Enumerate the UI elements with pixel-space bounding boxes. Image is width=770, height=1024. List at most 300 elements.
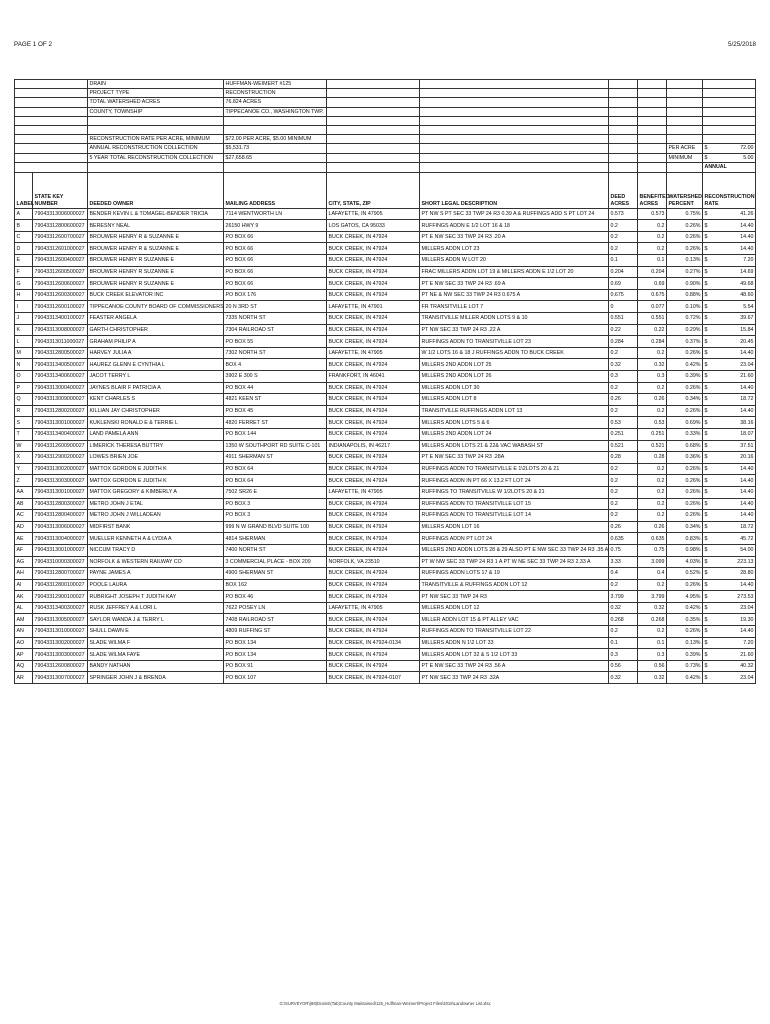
empty-cell [327, 153, 420, 162]
mailing-address: PO BOX 3 [224, 510, 327, 522]
deeded-owner: FEASTER ANGELA [88, 313, 224, 325]
legal-description: RUFFINGS ADDN TO TRANSITVILLE LOT 23 [420, 336, 609, 348]
rate-value: $72.00 PER ACRE, $5.00 MINIMUM [224, 135, 327, 144]
row-label: AN [15, 626, 33, 638]
benefited-acres: 0.56 [638, 660, 667, 672]
empty-cell [224, 162, 327, 172]
deed-acres: 0.26 [609, 521, 638, 533]
city-state-zip: BUCK CREEK, IN 47924 [327, 649, 420, 661]
rate-side-amount: 5.00 [743, 154, 754, 161]
deeded-owner: METRO JOHN J WILLADEAN [88, 510, 224, 522]
row-label: AK [15, 591, 33, 603]
deed-acres: 0.573 [609, 208, 638, 220]
empty-cell [420, 153, 609, 162]
state-key: 79043313005000027 [33, 614, 88, 626]
rate-amount: 18.72 [740, 524, 754, 531]
deed-acres: 0.2 [609, 498, 638, 510]
row-label: AO [15, 637, 33, 649]
rate-amount: 14.40 [740, 222, 754, 229]
state-key: 79043312800400027 [33, 510, 88, 522]
row-label: C [15, 231, 33, 243]
empty-cell [15, 89, 88, 98]
table-row [15, 533, 756, 545]
mailing-address: PO BOX 64 [224, 463, 327, 475]
legal-description: PT NW SEC 33 TWP 24 R3 .32A [420, 672, 609, 684]
rate-amount: 49.68 [740, 280, 754, 287]
legal-description: PT NW SEC 33 TWP 24 R3 .22 A [420, 324, 609, 336]
rate-amount: 7.20 [743, 257, 754, 264]
row-label: F [15, 266, 33, 278]
rate-amount: 28.80 [740, 570, 754, 577]
row-label: AF [15, 544, 33, 556]
deeded-owner: BROUWER HENRY R SUZANNE E [88, 266, 224, 278]
row-label: P [15, 382, 33, 394]
watershed-percent: 0.42% [667, 359, 703, 371]
empty-cell [667, 107, 703, 116]
spacer-row [15, 125, 756, 134]
legal-description: RUFFINGS ADDN TO TRANSITVILLE LOT 22 [420, 626, 609, 638]
legal-description: W 1/2 LOTS 16 & 18 J RUFFINGS ADDN TO BUCK CREEK [420, 347, 609, 359]
row-label: I [15, 301, 33, 313]
mailing-address: 7622 POSEY LN [224, 602, 327, 614]
state-key: 79043313006000027 [33, 208, 88, 220]
reconstruction-rate: $ 223.13 [703, 556, 756, 568]
state-key: 79043313000400027 [33, 382, 88, 394]
mailing-address: PO BOX 134 [224, 637, 327, 649]
deeded-owner: MIDFIRST BANK [88, 521, 224, 533]
deeded-owner: RUSK JEFFREY A & LORI L [88, 602, 224, 614]
empty-cell [638, 80, 667, 89]
mailing-address: BOX 4 [224, 359, 327, 371]
empty-cell [609, 80, 638, 89]
mailing-address: 4809 RUFFING ST [224, 626, 327, 638]
benefited-acres: 0.32 [638, 359, 667, 371]
reconstruction-rate: $ 14.69 [703, 266, 756, 278]
state-key: 79043313002000027 [33, 463, 88, 475]
state-key: 79043313003000027 [33, 649, 88, 661]
table-row [15, 289, 756, 301]
deed-acres: 0.56 [609, 660, 638, 672]
row-label: M [15, 347, 33, 359]
benefited-acres: 0.2 [638, 486, 667, 498]
reconstruction-rate: $ 14.40 [703, 510, 756, 522]
legal-description: MILLERS ADDN LOT 12 [420, 602, 609, 614]
reconstruction-rate: $ 23.04 [703, 602, 756, 614]
rate-amount: 14.40 [740, 628, 754, 635]
deeded-owner: TIPPECANOE COUNTY BOARD OF COMMISSIONERS [88, 301, 224, 313]
city-state-zip: BUCK CREEK, IN 47924 [327, 428, 420, 440]
table-row [15, 255, 756, 267]
deed-acres: 0.1 [609, 637, 638, 649]
table-row [15, 405, 756, 417]
mailing-address: 20 N 3RD ST [224, 301, 327, 313]
deed-acres: 0.635 [609, 533, 638, 545]
watershed-percent: 0.26% [667, 486, 703, 498]
deeded-owner: MUELLER KENNETH A & LYDIA A [88, 533, 224, 545]
benefited-acres: 0.2 [638, 510, 667, 522]
row-label: D [15, 243, 33, 255]
table-row [15, 591, 756, 603]
row-label: AP [15, 649, 33, 661]
deed-acres: 0.551 [609, 313, 638, 325]
city-state-zip: BUCK CREEK, IN 47924 [327, 266, 420, 278]
watershed-percent: 0.88% [667, 289, 703, 301]
deed-acres: 0.22 [609, 324, 638, 336]
annual-header-row [15, 162, 756, 172]
mailing-address: 3902 E 300 S [224, 371, 327, 383]
watershed-percent: 4.95% [667, 591, 703, 603]
mailing-address: 7304 RAILROAD ST [224, 324, 327, 336]
empty-cell [609, 98, 638, 107]
legal-description: MILLERS ADDN LOT 16 [420, 521, 609, 533]
rate-amount: 14.40 [740, 512, 754, 519]
row-label: AM [15, 614, 33, 626]
watershed-percent: 0.36% [667, 452, 703, 464]
watershed-percent: 0.26% [667, 626, 703, 638]
reconstruction-rate: $ 49.68 [703, 278, 756, 290]
table-row [15, 301, 756, 313]
legal-description: MILLERS 2ND ADDN LOT 24 [420, 428, 609, 440]
deed-acres: 0.2 [609, 579, 638, 591]
rate-value: $5,531.73 [224, 144, 327, 153]
row-label: AC [15, 510, 33, 522]
deed-acres: 3.799 [609, 591, 638, 603]
table-row [15, 347, 756, 359]
annual-label: ANNUAL [703, 162, 756, 172]
benefited-acres: 0.2 [638, 231, 667, 243]
legal-description: RUFFINGS ADDN TO TRANSITVILLE E 1\2LOTS 20 & 21 [420, 463, 609, 475]
state-key: 79043312800100027 [33, 579, 88, 591]
watershed-percent: 0.10% [667, 301, 703, 313]
watershed-percent: 0.26% [667, 231, 703, 243]
mailing-address: 7114 WENTWORTH LN [224, 208, 327, 220]
deed-acres: 0 [609, 301, 638, 313]
reconstruction-rate: $ 37.51 [703, 440, 756, 452]
legal-description: RUFFINGS ADDN LOTS 17 & 19 [420, 568, 609, 580]
city-state-zip: BUCK CREEK, IN 47924 [327, 243, 420, 255]
state-key: 79043313011000027 [33, 336, 88, 348]
reconstruction-rate: $ 41.26 [703, 208, 756, 220]
benefited-acres: 0.2 [638, 579, 667, 591]
benefited-acres: 0.3 [638, 649, 667, 661]
table-row [15, 278, 756, 290]
deed-acres: 0.204 [609, 266, 638, 278]
mailing-address: PO BOX 107 [224, 672, 327, 684]
row-label: T [15, 428, 33, 440]
deed-acres: 0.4 [609, 568, 638, 580]
city-state-zip: BUCK CREEK, IN 47924 [327, 231, 420, 243]
mailing-address: PO BOX 66 [224, 266, 327, 278]
reconstruction-rate: $ 21.60 [703, 371, 756, 383]
empty-cell [667, 125, 703, 134]
city-state-zip: BUCK CREEK, IN 47924 [327, 452, 420, 464]
city-state-zip: FRANKFORT, IN 46041 [327, 371, 420, 383]
deeded-owner: MATTOX GORDON E JUDITH K [88, 475, 224, 487]
table-row [15, 556, 756, 568]
state-key: 79043313001000027 [33, 417, 88, 429]
city-state-zip: BUCK CREEK, IN 47924 [327, 533, 420, 545]
state-key: 79043312600900027 [33, 440, 88, 452]
deed-acres: 0.2 [609, 486, 638, 498]
benefited-acres: 0.521 [638, 440, 667, 452]
watershed-percent: 0.26% [667, 579, 703, 591]
empty-cell [703, 135, 756, 144]
state-key: 79043313400100027 [33, 313, 88, 325]
watershed-percent: 0.42% [667, 672, 703, 684]
watershed-percent: 0.26% [667, 498, 703, 510]
empty-cell [667, 98, 703, 107]
watershed-percent: 0.26% [667, 243, 703, 255]
empty-cell [609, 153, 638, 162]
reconstruction-rate: $ 18.07 [703, 428, 756, 440]
watershed-percent: 0.26% [667, 220, 703, 232]
row-label: AR [15, 672, 33, 684]
city-state-zip: BUCK CREEK, IN 47924 [327, 544, 420, 556]
empty-cell [327, 125, 420, 134]
benefited-acres: 0.28 [638, 452, 667, 464]
watershed-percent: 0.90% [667, 278, 703, 290]
mailing-address: 3 COMMERCIAL PLACE - BOX 209 [224, 556, 327, 568]
reconstruction-rate: $ 14.40 [703, 231, 756, 243]
empty-cell [609, 162, 638, 172]
empty-cell [88, 125, 224, 134]
watershed-percent: 0.73% [667, 660, 703, 672]
empty-cell [420, 80, 609, 89]
empty-cell [638, 89, 667, 98]
reconstruction-rate: $ 5.54 [703, 301, 756, 313]
deeded-owner: BANDY NATHAN [88, 660, 224, 672]
watershed-percent: 4.03% [667, 556, 703, 568]
table-row [15, 510, 756, 522]
watershed-percent: 0.35% [667, 614, 703, 626]
row-label: AG [15, 556, 33, 568]
row-label: B [15, 220, 33, 232]
deeded-owner: BERESNY NEAL [88, 220, 224, 232]
rate-amount: 7.20 [743, 639, 754, 646]
rate-amount: 23.04 [740, 605, 754, 612]
deeded-owner: SPRINGER JOHN J & BRENDA [88, 672, 224, 684]
mailing-address: 4821 KEEN ST [224, 394, 327, 406]
deed-acres: 0.2 [609, 347, 638, 359]
watershed-percent: 0.69% [667, 417, 703, 429]
state-key: 79043313008000027 [33, 324, 88, 336]
state-key: 79043313004000027 [33, 533, 88, 545]
project-info-row [15, 80, 756, 89]
city-state-zip: BUCK CREEK, IN 47924 [327, 510, 420, 522]
empty-cell [327, 89, 420, 98]
reconstruction-rate: $ 54.00 [703, 544, 756, 556]
deeded-owner: JACOT TERRY L [88, 371, 224, 383]
mailing-address: PO BOX 45 [224, 405, 327, 417]
city-state-zip: BUCK CREEK, IN 47924 [327, 394, 420, 406]
benefited-acres: 0.1 [638, 637, 667, 649]
empty-cell [15, 135, 88, 144]
mailing-address: PO BOX 44 [224, 382, 327, 394]
rate-amount: 19.30 [740, 616, 754, 623]
legal-description: FRAC MILLERS ADDN LOT 19 & MILLERS ADDN E 1\2 LOT 20 [420, 266, 609, 278]
empty-cell [15, 153, 88, 162]
row-label: N [15, 359, 33, 371]
rate-info-row [15, 135, 756, 144]
mailing-address: 4820 FERRET ST [224, 417, 327, 429]
empty-cell [609, 107, 638, 116]
rate-side-label: PER ACRE [667, 144, 703, 153]
mailing-address: PO BOX 55 [224, 336, 327, 348]
legal-description: PT E NW SEC 33 TWP 24 R3 .56 A [420, 660, 609, 672]
row-label: J [15, 313, 33, 325]
watershed-percent: 0.42% [667, 602, 703, 614]
row-label: W [15, 440, 33, 452]
legal-description: PT E NW SEC 33 TWP 24 R3 .28A [420, 452, 609, 464]
state-key: 79043313001000027 [33, 486, 88, 498]
empty-cell [420, 116, 609, 125]
rate-label: 5 YEAR TOTAL RECONSTRUCTION COLLECTION [88, 153, 224, 162]
benefited-acres: 0.284 [638, 336, 667, 348]
row-label: AB [15, 498, 33, 510]
city-state-zip: BUCK CREEK, IN 47924 [327, 463, 420, 475]
assessment-table [14, 79, 756, 684]
reconstruction-rate: $ 45.72 [703, 533, 756, 545]
rate-info-row [15, 153, 756, 162]
row-label: AH [15, 568, 33, 580]
deeded-owner: GARTH CHRISTOPHER [88, 324, 224, 336]
deed-acres: 0.32 [609, 602, 638, 614]
empty-cell [420, 162, 609, 172]
row-label: A [15, 208, 33, 220]
deed-acres: 0.251 [609, 428, 638, 440]
reconstruction-rate: $ 23.04 [703, 359, 756, 371]
legal-description: TRANSITVILLE & RUFFINGS ADDN LOT 12 [420, 579, 609, 591]
table-row [15, 382, 756, 394]
row-label: Q [15, 394, 33, 406]
empty-cell [327, 80, 420, 89]
empty-cell [15, 144, 88, 153]
empty-cell [667, 116, 703, 125]
rate-amount: 5.54 [743, 303, 754, 310]
reconstruction-rate: $ 14.40 [703, 579, 756, 591]
watershed-percent: 0.34% [667, 521, 703, 533]
empty-cell [420, 98, 609, 107]
empty-cell [609, 116, 638, 125]
state-key: 79043312601000027 [33, 243, 88, 255]
legal-description: MILLERS ADDN W LOT 20 [420, 255, 609, 267]
row-label: K [15, 324, 33, 336]
info-label: DRAIN [88, 80, 224, 89]
deed-acres: 0.521 [609, 440, 638, 452]
empty-cell [703, 116, 756, 125]
deeded-owner: LOWES BRIEN JOE [88, 452, 224, 464]
rate-amount: 48.60 [740, 292, 754, 299]
state-key: 79043312600700027 [33, 231, 88, 243]
city-state-zip: BUCK CREEK, IN 47924 [327, 660, 420, 672]
watershed-percent: 0.27% [667, 266, 703, 278]
empty-cell [609, 135, 638, 144]
legal-description: MILLERS ADDN N 1\2 LOT 33 [420, 637, 609, 649]
watershed-percent: 0.39% [667, 371, 703, 383]
empty-cell [638, 125, 667, 134]
state-key: 79043313400500027 [33, 359, 88, 371]
city-state-zip: BUCK CREEK, IN 47924 [327, 255, 420, 267]
info-value: TIPPECANOE CO., WASHINGTON TWP. [224, 107, 327, 116]
reconstruction-rate: $ 38.16 [703, 417, 756, 429]
reconstruction-rate: $ 15.84 [703, 324, 756, 336]
row-label: L [15, 336, 33, 348]
deeded-owner: HARVEY JULIA A [88, 347, 224, 359]
state-key: 79043312800600027 [33, 220, 88, 232]
deeded-owner: LAND PAMELA ANN [88, 428, 224, 440]
rate-amount: 14.40 [740, 408, 754, 415]
mailing-address: PO BOX 66 [224, 231, 327, 243]
deed-acres: 0.2 [609, 463, 638, 475]
deed-acres: 0.2 [609, 231, 638, 243]
reconstruction-rate: $ 14.40 [703, 405, 756, 417]
deed-acres: 0.284 [609, 336, 638, 348]
legal-description: RUFFINGS TO TRANSITVILLE W 1/2LOTS 20 & 21 [420, 486, 609, 498]
city-state-zip: BUCK CREEK, IN 47924 [327, 289, 420, 301]
deeded-owner: HAUREZ GLENN E CYNTHIA L [88, 359, 224, 371]
city-state-zip: BUCK CREEK, IN 47924 [327, 278, 420, 290]
reconstruction-rate: $ 39.67 [703, 313, 756, 325]
rate-value: $27,658.65 [224, 153, 327, 162]
row-label: AI [15, 579, 33, 591]
table-row [15, 672, 756, 684]
reconstruction-rate: $ 14.40 [703, 626, 756, 638]
table-row [15, 544, 756, 556]
legal-description: MILLERS ADDN LOT 8 [420, 394, 609, 406]
state-key: 79043313001000027 [33, 544, 88, 556]
mailing-address: PO BOX 134 [224, 649, 327, 661]
rate-side-value: $ 72.00 [704, 145, 754, 152]
rate-amount: 14.40 [740, 350, 754, 357]
column-header-addr: MAILING ADDRESS [224, 172, 327, 208]
city-state-zip: BUCK CREEK, IN 47924 [327, 591, 420, 603]
rate-amount: 18.07 [740, 431, 754, 438]
deed-acres: 0.26 [609, 394, 638, 406]
deed-acres: 0.268 [609, 614, 638, 626]
empty-cell [638, 162, 667, 172]
city-state-zip: BUCK CREEK, IN 47924 [327, 382, 420, 394]
deeded-owner: RUBRIGHT JOSEPH T JUDITH KAY [88, 591, 224, 603]
reconstruction-rate: $ 14.40 [703, 347, 756, 359]
rate-amount: 14.69 [740, 268, 754, 275]
deed-acres: 0.2 [609, 475, 638, 487]
empty-cell [638, 98, 667, 107]
watershed-percent: 0.26% [667, 475, 703, 487]
reconstruction-rate: $ 7.20 [703, 255, 756, 267]
state-key: 79043313400300027 [33, 602, 88, 614]
project-info-row [15, 107, 756, 116]
reconstruction-rate: $ 20.45 [703, 336, 756, 348]
deed-acres: 3.33 [609, 556, 638, 568]
empty-cell [667, 89, 703, 98]
empty-cell [88, 162, 224, 172]
deeded-owner: MATTOX GORDON E JUDITH K [88, 463, 224, 475]
table-row [15, 498, 756, 510]
city-state-zip: LAFAYETTE, IN 47905 [327, 208, 420, 220]
deeded-owner: LIMERICK THERESA BUTTRY [88, 440, 224, 452]
benefited-acres: 3.099 [638, 556, 667, 568]
benefited-acres: 0.22 [638, 324, 667, 336]
table-row [15, 475, 756, 487]
benefited-acres: 0.573 [638, 208, 667, 220]
table-row [15, 371, 756, 383]
state-key: 79043313007000027 [33, 672, 88, 684]
deeded-owner: GRAHAM PHILIP A [88, 336, 224, 348]
state-key: 79043313400400027 [33, 428, 88, 440]
empty-cell [88, 116, 224, 125]
page-number: PAGE 1 OF 2 [14, 41, 53, 48]
city-state-zip: BUCK CREEK, IN 47924 [327, 324, 420, 336]
